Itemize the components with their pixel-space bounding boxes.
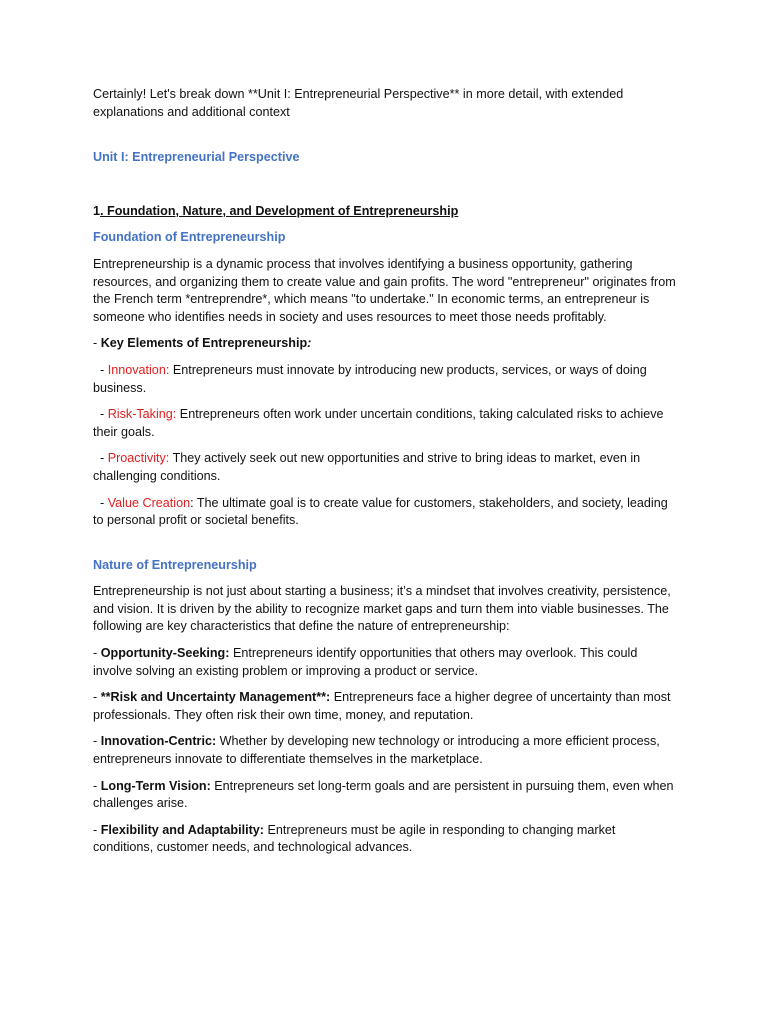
foundation-heading: Foundation of Entrepreneurship	[93, 230, 286, 245]
key-element-indent: -	[93, 407, 108, 422]
key-element-term: Risk-Taking:	[107, 407, 177, 422]
characteristic-prefix: -	[93, 822, 101, 837]
key-element-term: Value Creation	[107, 495, 191, 510]
characteristic-item	[93, 689, 678, 724]
characteristic-term: **Risk and Uncertainty Management**:	[100, 690, 331, 705]
foundation-paragraph: Entrepreneurship is a dynamic process that involves identifying a business opportunity, gathering resources, and organizing them to create value and gain profits. The word "entrepreneur" originates from the French term *entreprendre*, which means "to undertake." In economic terms, an entrepreneur is someone who identifies needs in society and uses resources to meet those needs profitably.	[93, 256, 676, 324]
section-title: . Foundation, Nature, and Development of Entrepreneurship	[100, 203, 459, 218]
key-element-text: : The ultimate goal is to create value for customers, stakeholders, and society, leading to personal profit or societal benefits.	[93, 495, 668, 528]
characteristic-prefix: -	[93, 778, 101, 793]
nature-heading: Nature of Entrepreneurship	[93, 557, 257, 572]
key-elements-prefix: -	[93, 336, 101, 351]
characteristic-term: Flexibility and Adaptability:	[100, 822, 264, 837]
key-elements-label: Key Elements of Entrepreneurship	[100, 336, 308, 351]
key-element-item	[93, 495, 678, 530]
characteristic-item	[93, 778, 678, 813]
section-number: 1	[93, 203, 101, 218]
key-element-indent: -	[93, 495, 108, 510]
key-element-indent: -	[93, 362, 108, 377]
characteristic-text: Entrepreneurs identify opportunities that others may overlook. This could involve solving an existing problem or improving a product or service.	[93, 646, 638, 678]
characteristic-text: Entrepreneurs must be agile in responding to changing market conditions, customer needs, and technological advances.	[93, 822, 616, 855]
key-element-text: They actively seek out new opportunities and strive to bring ideas to market, even in challenging conditions.	[93, 451, 641, 483]
intro-paragraph: Certainly! Let's break down **Unit I: Entrepreneurial Perspective** in more detail, with extended explanations and additional context	[93, 87, 624, 119]
characteristic-item	[93, 733, 678, 768]
nature-paragraph: Entrepreneurship is not just about starting a business; it’s a mindset that involves creativity, persistence, and vision. It is driven by the ability to recognize market gaps and turn them into viable businesses. The following are key characteristics that define the nature of entrepreneurship:	[93, 584, 671, 634]
characteristic-text: Entrepreneurs face a higher degree of uncertainty than most professionals. They often risk their own time, money, and reputation.	[93, 690, 671, 722]
key-elements-heading	[93, 335, 678, 353]
characteristic-term: Opportunity-Seeking:	[100, 646, 230, 661]
characteristic-prefix: -	[93, 646, 101, 661]
key-element-text: Entrepreneurs often work under uncertain conditions, taking calculated risks to achieve their goals.	[93, 407, 664, 439]
section-heading	[93, 203, 678, 221]
key-element-term: Proactivity:	[107, 451, 170, 466]
key-element-text: Entrepreneurs must innovate by introducing new products, services, or ways of doing business.	[93, 362, 647, 395]
characteristic-text: Whether by developing new technology or introducing a more efficient process, entrepreneurs innovate to differentiate themselves in the marketplace.	[93, 734, 660, 767]
key-element-item	[93, 450, 678, 485]
key-element-item	[93, 362, 678, 397]
key-element-term: Innovation:	[107, 362, 170, 377]
characteristic-prefix: -	[93, 734, 101, 749]
characteristic-term: Innovation-Centric:	[100, 734, 217, 749]
document-body	[93, 86, 678, 866]
key-element-indent: -	[93, 451, 108, 466]
unit-heading: Unit I: Entrepreneurial Perspective	[93, 150, 300, 165]
characteristic-text: Entrepreneurs set long-term goals and are persistent in pursuing them, even when challenges arise.	[93, 778, 674, 811]
characteristic-prefix: -	[93, 690, 101, 705]
characteristic-item	[93, 645, 678, 680]
characteristic-term: Long-Term Vision:	[100, 778, 211, 793]
key-element-item	[93, 406, 678, 441]
key-elements-colon: :	[307, 336, 312, 351]
characteristic-item	[93, 822, 678, 857]
